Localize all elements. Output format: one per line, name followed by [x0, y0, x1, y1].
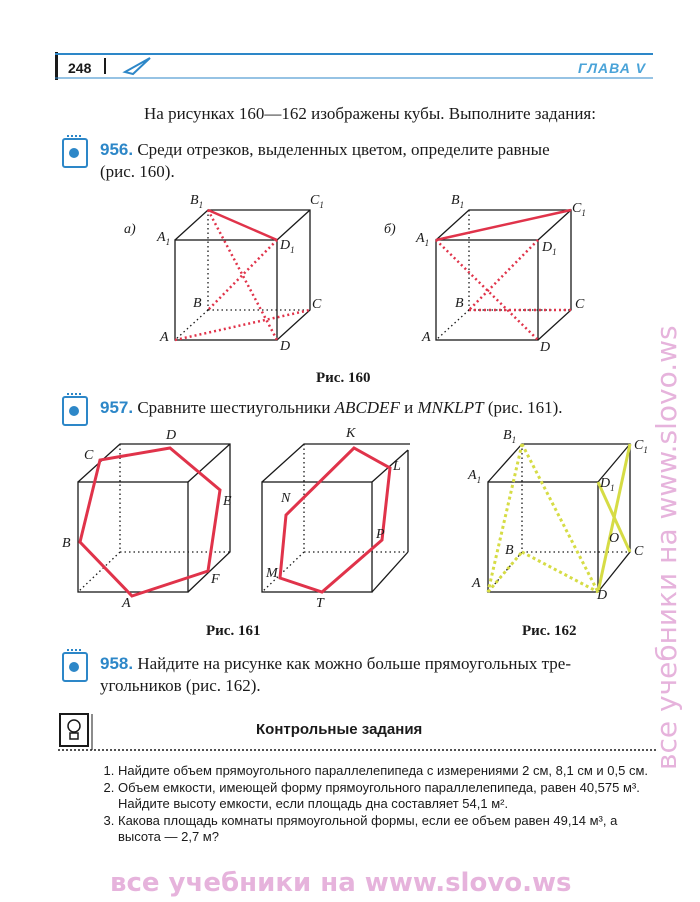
- control-list: [100, 763, 660, 846]
- control-item: 3. Какова площадь комнаты прямоугольной формы, если ее объем равен 49,14 м³, а высота — 2,7 м?: [118, 813, 660, 845]
- header-bar: [55, 52, 653, 80]
- task-number: 958.: [100, 654, 134, 673]
- vertex-label: A: [422, 330, 431, 345]
- task-icon: [62, 652, 88, 682]
- control-title: Контрольные задания: [256, 721, 423, 738]
- vertex-label: $B_1$: [503, 428, 517, 445]
- fig160-label-b: б): [384, 222, 396, 237]
- task-number: 957.: [100, 398, 134, 417]
- task-text: Найдите на рисунке как можно больше прямоугольных тре-: [133, 654, 572, 673]
- vertex-label: F: [211, 572, 220, 587]
- vertex-label: D: [166, 428, 177, 443]
- vertex-label: P: [376, 527, 385, 542]
- task-text: (рис. 161).: [483, 398, 563, 417]
- vertex-label: $B_1$: [451, 193, 465, 210]
- figure-caption: Рис. 162: [522, 623, 577, 639]
- figure-160: [120, 190, 590, 360]
- vertex-label: B: [505, 543, 514, 558]
- task-icon: [62, 138, 88, 168]
- figure-caption: Рис. 161: [206, 623, 261, 639]
- task-text: Сравните шестиугольники: [133, 398, 335, 417]
- vertex-label: A: [160, 330, 169, 345]
- fig160-label-a: а): [124, 222, 136, 237]
- task-text: и: [399, 398, 418, 417]
- task-text-2: (рис. 160).: [100, 162, 175, 181]
- task-icon: [62, 396, 88, 426]
- vertex-label: C: [84, 448, 94, 463]
- vertex-label: L: [393, 459, 401, 474]
- watermark-bottom: все учебники на www.slovo.ws: [110, 868, 572, 898]
- figure-162: [470, 430, 640, 610]
- control-item: 2. Объем емкости, имеющей форму прямоугольного параллелепипеда, равен 40,575 м³. Найдите высоту емкости, если площадь дна составляет 54,1 м².: [118, 780, 660, 812]
- vertex-label: $B_1$: [190, 193, 204, 210]
- vertex-label: $A_1$: [157, 230, 171, 247]
- task-958: [100, 653, 660, 697]
- page-number: 248: [68, 60, 92, 76]
- vertex-label: E: [223, 494, 232, 509]
- vertex-label: $D_1$: [600, 476, 615, 493]
- vertex-label: $A_1$: [416, 231, 430, 248]
- vertex-label: M: [266, 566, 278, 581]
- intro-text: На рисунках 160—162 изображены кубы. Выполните задания:: [144, 104, 596, 123]
- hexagon-name: MNKLPT: [417, 398, 484, 417]
- vertex-label: A: [472, 576, 481, 591]
- figure-caption: Рис. 160: [316, 370, 371, 386]
- watermark-text: все учебники на www.slovo.ws: [650, 325, 683, 770]
- hexagon-name: ABCDEF: [334, 398, 400, 417]
- vertex-label: N: [281, 491, 291, 506]
- vertex-label: B: [193, 296, 202, 311]
- task-956: [100, 139, 660, 183]
- figure-161: [60, 430, 410, 610]
- vertex-label: $C_1$: [310, 193, 324, 210]
- vertex-label: D: [280, 339, 291, 354]
- task-text: Среди отрезков, выделенных цветом, определите равные: [133, 140, 550, 159]
- vertex-label: K: [346, 426, 356, 441]
- vertex-label: T: [316, 596, 324, 611]
- lightbulb-icon: [60, 714, 88, 746]
- watermark-side: [638, 0, 698, 780]
- task-number: 956.: [100, 140, 134, 159]
- vertex-label: C: [575, 297, 585, 312]
- vertex-label: $C_1$: [634, 438, 648, 455]
- task-957: [100, 397, 660, 419]
- vertex-label: $A_1$: [468, 468, 482, 485]
- vertex-label: $C_1$: [572, 201, 586, 218]
- pencil-icon: [125, 58, 150, 74]
- vertex-label: B: [62, 536, 71, 551]
- vertex-label: D: [597, 588, 608, 603]
- vertex-label: $D_1$: [542, 240, 557, 257]
- chapter-label: ГЛАВА V: [578, 60, 647, 76]
- vertex-label: D: [540, 340, 551, 355]
- vertex-label: C: [312, 297, 322, 312]
- control-item: 1. Найдите объем прямоугольного параллелепипеда с измерениями 2 см, 8,1 см и 0,5 см.: [118, 763, 660, 779]
- vertex-label: A: [122, 596, 131, 611]
- vertex-label: B: [455, 296, 464, 311]
- vertex-label: $D_1$: [280, 238, 295, 255]
- vertex-label: C: [634, 544, 644, 559]
- task-text-2: угольников (рис. 162).: [100, 676, 261, 695]
- vertex-label: O: [609, 531, 620, 546]
